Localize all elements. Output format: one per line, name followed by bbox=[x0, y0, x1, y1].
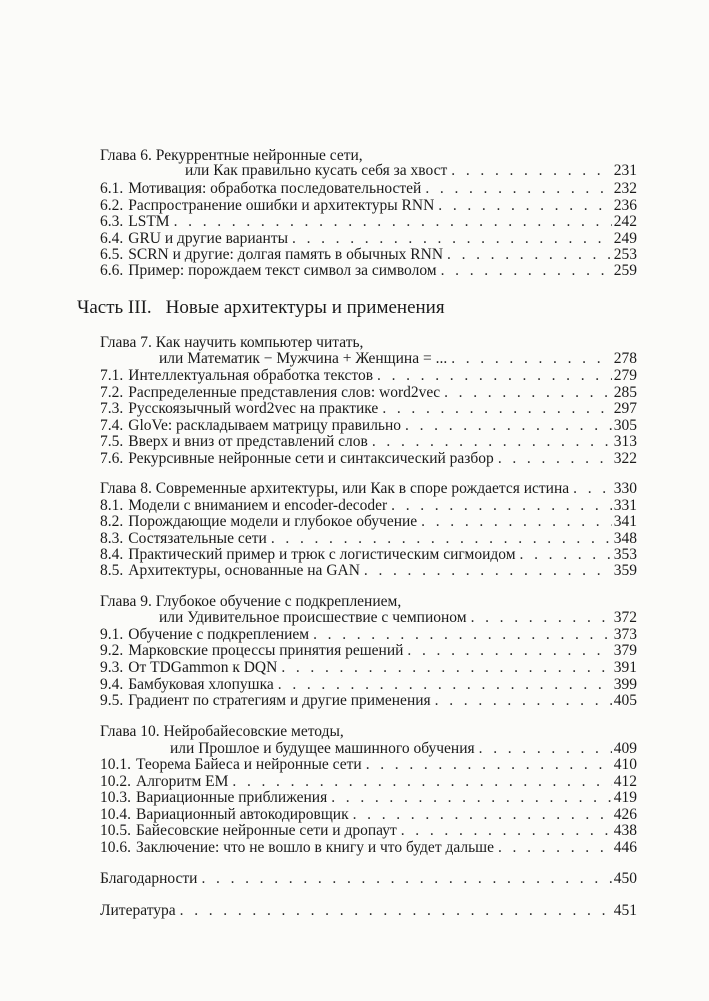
toc-entry[interactable] bbox=[100, 400, 637, 418]
section-number: 9.4. bbox=[100, 676, 124, 693]
page-number: 259 bbox=[613, 262, 637, 279]
toc-entry[interactable] bbox=[100, 870, 637, 888]
page-number: 279 bbox=[613, 367, 637, 384]
page-number: 322 bbox=[613, 450, 637, 467]
section-number: 7.2. bbox=[100, 384, 124, 401]
page-number: 330 bbox=[613, 480, 637, 497]
section-title: Интеллектуальная обработка текстов bbox=[128, 367, 374, 384]
page-number: 331 bbox=[613, 497, 637, 514]
page-number: 297 bbox=[613, 400, 637, 417]
chapter-title: Нейробайесовские методы, bbox=[163, 723, 344, 740]
page-number: 412 bbox=[613, 773, 637, 790]
toc-entry[interactable] bbox=[100, 433, 637, 451]
section-number: 6.1. bbox=[100, 180, 124, 197]
section-number: 6.4. bbox=[100, 230, 124, 247]
section-number: 10.5. bbox=[100, 822, 131, 839]
dot-leader bbox=[498, 450, 612, 468]
section-number: 6.5. bbox=[100, 246, 124, 263]
page-number: 348 bbox=[613, 530, 637, 547]
section-title: Бамбуковая хлопушка bbox=[128, 676, 274, 693]
part-title: Новые архитектуры и применения bbox=[165, 297, 445, 318]
toc-entry[interactable] bbox=[100, 642, 637, 660]
section-title: Пример: порождаем текст символ за символом bbox=[128, 262, 437, 279]
page-number: 450 bbox=[613, 870, 637, 887]
page-number: 409 bbox=[613, 740, 637, 757]
page-number: 236 bbox=[613, 197, 637, 214]
dot-leader bbox=[201, 870, 611, 888]
dot-leader bbox=[377, 367, 612, 385]
dot-leader bbox=[174, 213, 612, 231]
page-number: 253 bbox=[613, 246, 637, 263]
toc-entry[interactable] bbox=[159, 609, 637, 627]
section-title: Вариационные приближения bbox=[136, 789, 328, 806]
section-title: Состязательные сети bbox=[128, 530, 267, 547]
chapter-label: Глава 9. bbox=[100, 593, 152, 610]
dot-leader bbox=[331, 789, 612, 807]
section-number: 8.3. bbox=[100, 530, 124, 547]
section-title: От TDGammon к DQN bbox=[128, 659, 278, 676]
section-title: Обучение с подкреплением bbox=[128, 626, 310, 643]
section-number: 8.4. bbox=[100, 546, 124, 563]
section-title: Рекурсивные нейронные сети и синтаксический разбор bbox=[128, 450, 494, 467]
dot-leader bbox=[180, 902, 612, 920]
section-number: 10.3. bbox=[100, 789, 131, 806]
page-number: 419 bbox=[613, 789, 637, 806]
chapter-title: Современные архитектуры, или Как в споре рождается истина bbox=[155, 480, 570, 497]
section-title: Марковские процессы принятия решений bbox=[128, 642, 404, 659]
dot-leader bbox=[372, 433, 612, 451]
toc-entry[interactable] bbox=[100, 692, 637, 710]
page-number: 405 bbox=[613, 692, 637, 709]
chapter-label: Глава 7. bbox=[100, 334, 152, 351]
page-number: 249 bbox=[613, 230, 637, 247]
section-title: Вариационный автокодировщик bbox=[136, 806, 349, 823]
page-number: 451 bbox=[613, 902, 637, 919]
chapter-label: Глава 6. bbox=[100, 147, 152, 164]
section-title: GloVe: раскладываем матрицу правильно bbox=[128, 417, 402, 434]
chapter-heading bbox=[100, 480, 569, 498]
section-number: 6.2. bbox=[100, 197, 124, 214]
section-number: 7.6. bbox=[100, 450, 124, 467]
section-number: 10.6. bbox=[100, 839, 131, 856]
toc-entry[interactable] bbox=[100, 659, 637, 677]
chapter-label: Глава 10. bbox=[100, 723, 160, 740]
section-number: 6.3. bbox=[100, 213, 124, 230]
backmatter-title: Литература bbox=[100, 902, 176, 919]
section-title: Модели с вниманием и encoder-decoder bbox=[128, 497, 388, 514]
section-title: Градиент по стратегиям и другие применения bbox=[128, 692, 431, 709]
toc-entry[interactable] bbox=[100, 839, 637, 857]
dot-leader bbox=[407, 642, 611, 660]
section-number: 10.1. bbox=[100, 756, 131, 773]
toc-entry[interactable] bbox=[100, 513, 637, 531]
chapter-title: Рекуррентные нейронные сети, bbox=[155, 147, 363, 164]
dot-leader bbox=[451, 162, 611, 180]
dot-leader bbox=[364, 562, 612, 580]
section-title: LSTM bbox=[128, 213, 170, 230]
section-title: Порождающие модели и глубокое обучение bbox=[128, 513, 418, 530]
dot-leader bbox=[573, 480, 612, 498]
dot-leader bbox=[435, 692, 612, 710]
part-label: Часть III. bbox=[77, 297, 152, 318]
dot-leader bbox=[471, 609, 612, 627]
section-number: 8.2. bbox=[100, 513, 124, 530]
toc-entry[interactable] bbox=[100, 480, 637, 498]
section-title: Заключение: что не вошло в книгу и что будет дальше bbox=[136, 839, 494, 856]
dot-leader bbox=[366, 756, 612, 774]
section-number: 8.5. bbox=[100, 562, 124, 579]
page-number: 399 bbox=[613, 676, 637, 693]
dot-leader bbox=[425, 180, 611, 198]
section-number: 8.1. bbox=[100, 497, 124, 514]
toc-entry[interactable] bbox=[100, 902, 637, 920]
section-title: Алгоритм EM bbox=[136, 773, 229, 790]
toc-entry[interactable] bbox=[100, 450, 637, 468]
dot-leader bbox=[401, 822, 612, 840]
dot-leader bbox=[421, 513, 612, 531]
section-title: Русскоязычный word2vec на практике bbox=[128, 400, 379, 417]
toc-entry[interactable] bbox=[100, 213, 637, 231]
section-title: Практический пример и трюк с логистическим сигмоидом bbox=[128, 546, 516, 563]
page-number: 313 bbox=[613, 433, 637, 450]
toc-entry[interactable] bbox=[100, 562, 637, 580]
dot-leader bbox=[281, 659, 611, 677]
chapter-10-heading bbox=[100, 723, 709, 741]
page-number: 426 bbox=[613, 806, 637, 823]
page-number: 353 bbox=[613, 546, 637, 563]
section-title: SCRN и другие: долгая память в обычных RNN bbox=[128, 246, 444, 263]
page-number: 446 bbox=[613, 839, 637, 856]
toc-entry[interactable] bbox=[100, 756, 637, 774]
section-number: 10.2. bbox=[100, 773, 131, 790]
chapter-subtitle: или Прошлое и будущее машинного обучения bbox=[170, 740, 475, 757]
dot-leader bbox=[382, 400, 611, 418]
part-3-heading bbox=[77, 297, 445, 319]
section-number: 7.5. bbox=[100, 433, 124, 450]
toc-entry[interactable] bbox=[100, 180, 637, 198]
dot-leader bbox=[441, 262, 612, 280]
section-number: 7.1. bbox=[100, 367, 124, 384]
section-title: GRU и другие варианты bbox=[128, 230, 289, 247]
dot-leader bbox=[451, 350, 612, 368]
section-number: 10.4. bbox=[100, 806, 131, 823]
page-number: 305 bbox=[613, 417, 637, 434]
chapter-subtitle: или Математик − Мужчина + Женщина = ... bbox=[159, 350, 448, 367]
toc-entry[interactable] bbox=[100, 789, 637, 807]
section-number: 9.3. bbox=[100, 659, 124, 676]
chapter-subtitle: или Удивительное происшествие с чемпионом bbox=[159, 609, 467, 626]
page-number: 231 bbox=[613, 162, 637, 179]
toc-entry[interactable] bbox=[100, 822, 637, 840]
page-number: 359 bbox=[613, 562, 637, 579]
page-number: 410 bbox=[613, 756, 637, 773]
toc-entry[interactable] bbox=[159, 350, 637, 368]
page-number: 278 bbox=[613, 350, 637, 367]
section-number: 9.1. bbox=[100, 626, 124, 643]
page-number: 372 bbox=[613, 609, 637, 626]
section-title: Распространение ошибки и архитектуры RNN bbox=[128, 197, 435, 214]
section-number: 9.2. bbox=[100, 642, 124, 659]
page-number: 391 bbox=[613, 659, 637, 676]
page-number: 232 bbox=[613, 180, 637, 197]
dot-leader bbox=[498, 839, 612, 857]
page-number: 242 bbox=[613, 213, 637, 230]
section-number: 7.4. bbox=[100, 417, 124, 434]
page-number: 438 bbox=[613, 822, 637, 839]
toc-entry[interactable] bbox=[100, 367, 637, 385]
page-number: 373 bbox=[613, 626, 637, 643]
section-title: Вверх и вниз от представлений слов bbox=[128, 433, 368, 450]
page-number: 379 bbox=[613, 642, 637, 659]
section-number: 9.5. bbox=[100, 692, 124, 709]
section-title: Теорема Байеса и нейронные сети bbox=[136, 756, 362, 773]
toc-entry[interactable] bbox=[185, 162, 637, 180]
chapter-title: Как научить компьютер читать, bbox=[155, 334, 364, 351]
toc-entry[interactable] bbox=[100, 262, 637, 280]
chapter-subtitle: или Как правильно кусать себя за хвост bbox=[185, 162, 448, 179]
section-number: 6.6. bbox=[100, 262, 124, 279]
section-title: Мотивация: обработка последовательностей bbox=[128, 180, 422, 197]
chapter-label: Глава 8. bbox=[100, 480, 152, 497]
section-title: Байесовские нейронные сети и дропаут bbox=[136, 822, 397, 839]
section-title: Распределенные представления слов: word2vec bbox=[128, 384, 441, 401]
section-number: 7.3. bbox=[100, 400, 124, 417]
page-number: 285 bbox=[613, 384, 637, 401]
backmatter-title: Благодарности bbox=[100, 870, 198, 887]
page-number: 341 bbox=[613, 513, 637, 530]
section-title: Архитектуры, основанные на GAN bbox=[128, 562, 360, 579]
chapter-title: Глубокое обучение с подкреплением, bbox=[155, 593, 402, 610]
